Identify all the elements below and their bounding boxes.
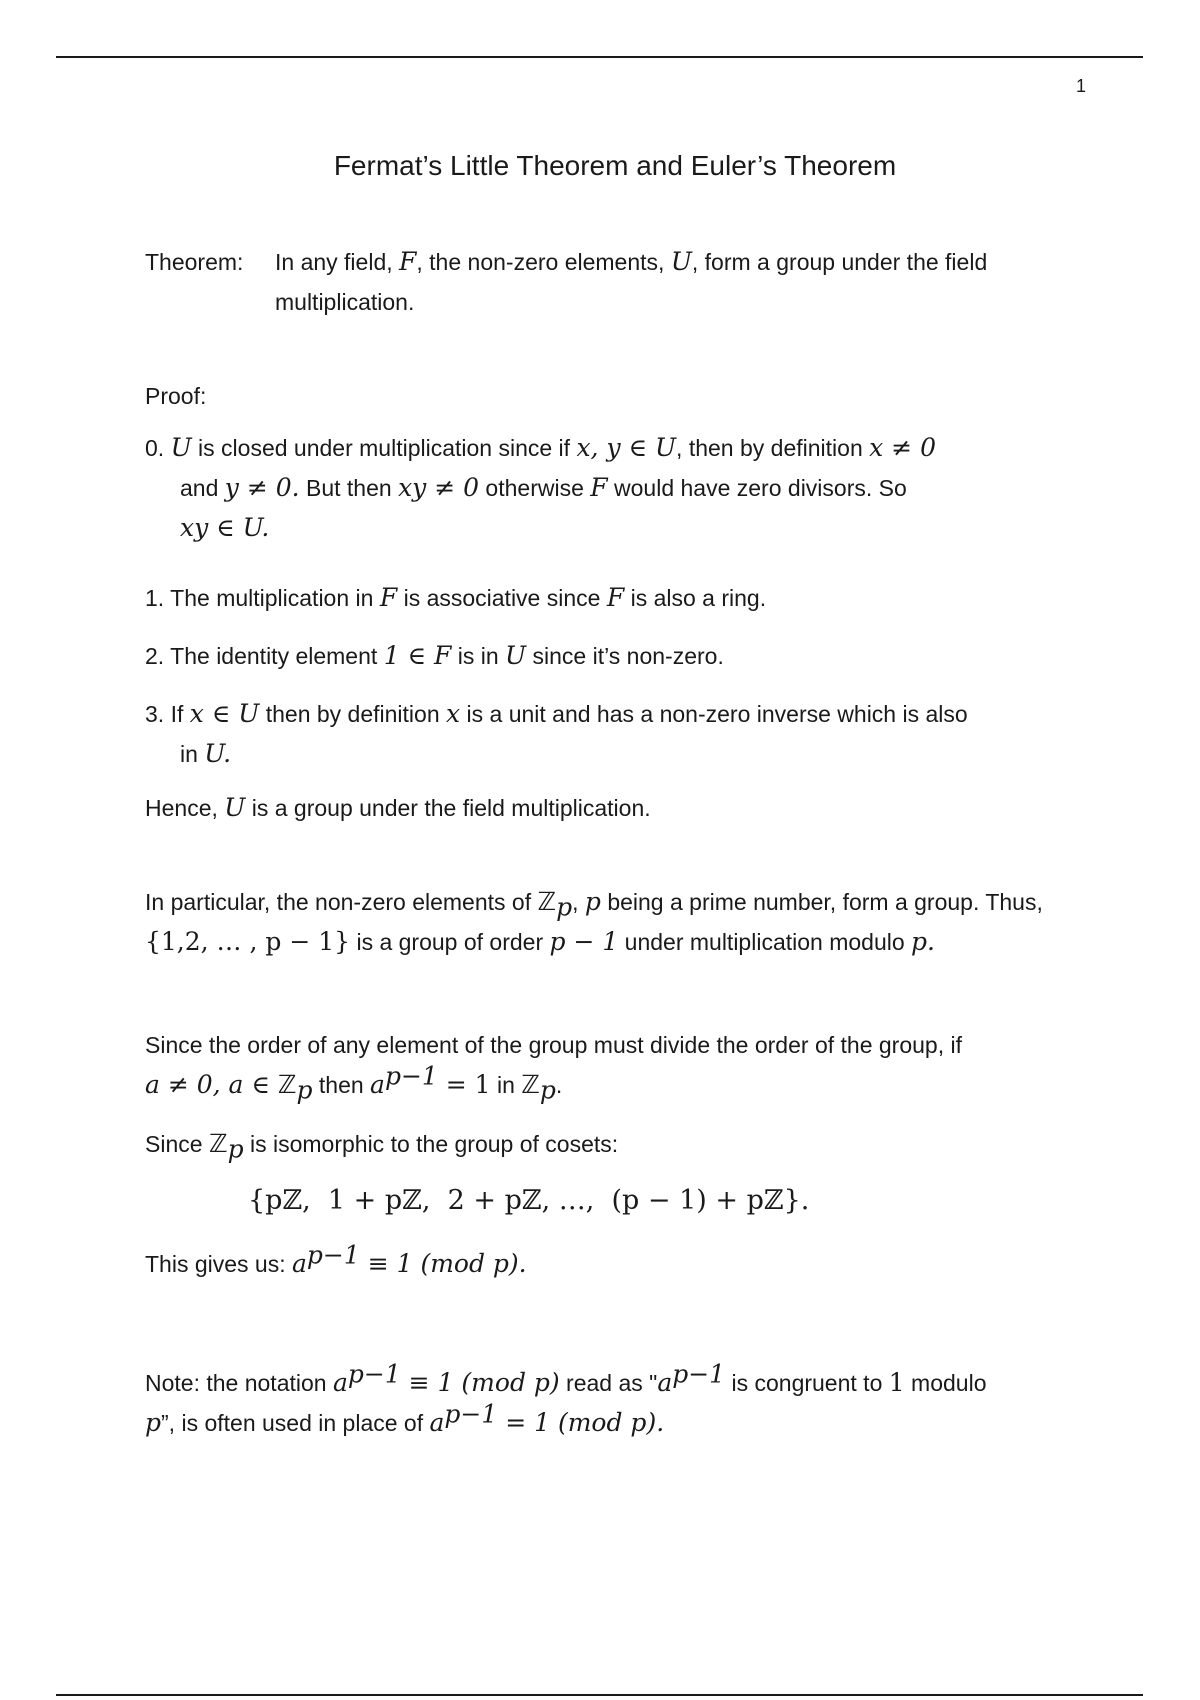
particular-paragraph: In particular, the non-zero elements of ℤ$_p$, p being a prime number, form a group. Thus, {1,2, … , p − 1} is a group of order p − 1 under multiplication modulo p. [145, 887, 1043, 956]
proof-step-0: 0. U is closed under multiplication since if x, y ∈ U, then by definition x ≠ 0 and y ≠ 0. But then xy ≠ 0 otherwise F would have zero divisors. So xy ∈ U. [145, 433, 936, 542]
proof-conclusion: Hence, U is a group under the field multiplication. [145, 793, 651, 822]
note-paragraph: Note: the notation $a^{p-1} \equiv 1$ (mod p) read as "$a^{p-1}$ is congruent to 1 modulo p”, is often used in place of $a^{p-1} = 1$ (mod p). [145, 1359, 987, 1437]
result-line: This gives us: $a^{p-1} \equiv 1$ (mod p). [145, 1240, 527, 1278]
proof-label: Proof: [145, 383, 207, 409]
theorem-label: Theorem: [145, 249, 244, 275]
isomorphic-paragraph: Since ℤ$_p$ is isomorphic to the group of cosets: [145, 1129, 619, 1164]
top-rule [56, 56, 1143, 58]
step-number: 0. [145, 435, 165, 461]
page-number: 1 [1076, 76, 1087, 96]
cosets-set: {pℤ, 1 + pℤ, 2 + pℤ, …, (p − 1) + pℤ}. [248, 1185, 810, 1216]
theorem-text: In any field, F, the non-zero elements, U, form a group under the field multiplication. [275, 247, 988, 315]
proof-step-2: 2. The identity element 1 ∈ F is in U since it’s non-zero. [145, 641, 724, 670]
theorem-statement [145, 242, 1095, 322]
proof-step-3: 3. If x ∈ U then by definition x is a unit and has a non-zero inverse which is also in U. [145, 699, 968, 768]
proof-step-1: 1. The multiplication in F is associative since F is also a ring. [145, 583, 767, 612]
order-paragraph: Since the order of any element of the group must divide the order of the group, if a ≠ 0, a ∈ ℤ$_p$ then $a^{p-1} = 1$ in ℤ$_p$. [145, 1032, 962, 1105]
step-number: 1. [145, 585, 165, 611]
step-number: 3. [145, 701, 165, 727]
step-number: 2. [145, 643, 165, 669]
bottom-rule [56, 1694, 1143, 1696]
page-title: Fermat’s Little Theorem and Euler’s Theorem [333, 150, 897, 181]
